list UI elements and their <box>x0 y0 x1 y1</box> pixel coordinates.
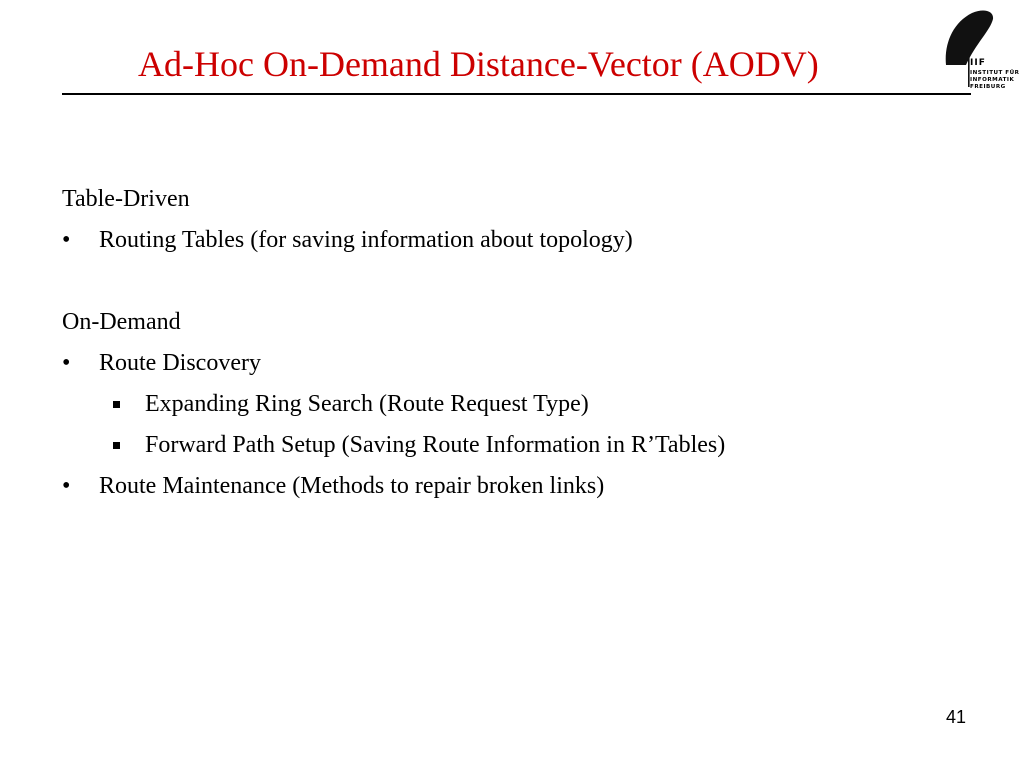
logo-abbreviation: IIF <box>970 58 986 68</box>
section-heading-table-driven: Table-Driven <box>62 186 190 212</box>
section-heading-on-demand: On-Demand <box>62 309 181 335</box>
slide-title: Ad-Hoc On-Demand Distance-Vector (AODV) <box>138 44 819 84</box>
list-item-text: Route Discovery <box>99 350 261 376</box>
bullet-marker: • <box>62 350 71 376</box>
title-underline <box>62 93 971 95</box>
logo-text-line-1: INSTITUT FÜR <box>970 70 1020 76</box>
list-item-text: Routing Tables (for saving information about topology) <box>99 227 633 253</box>
square-bullet-marker <box>113 401 120 408</box>
square-bullet-marker <box>113 442 120 449</box>
bullet-marker: • <box>62 473 71 499</box>
bullet-marker: • <box>62 227 71 253</box>
sub-list-item-text: Expanding Ring Search (Route Request Type) <box>145 391 589 417</box>
page-number: 41 <box>945 707 966 727</box>
list-item-text: Route Maintenance (Methods to repair broken links) <box>99 473 605 499</box>
logo-text-line-2: INFORMATIK <box>970 77 1015 83</box>
sub-list-item-text: Forward Path Setup (Saving Route Information in R’Tables) <box>145 432 726 458</box>
logo-text-line-3: FREIBURG <box>970 84 1006 90</box>
